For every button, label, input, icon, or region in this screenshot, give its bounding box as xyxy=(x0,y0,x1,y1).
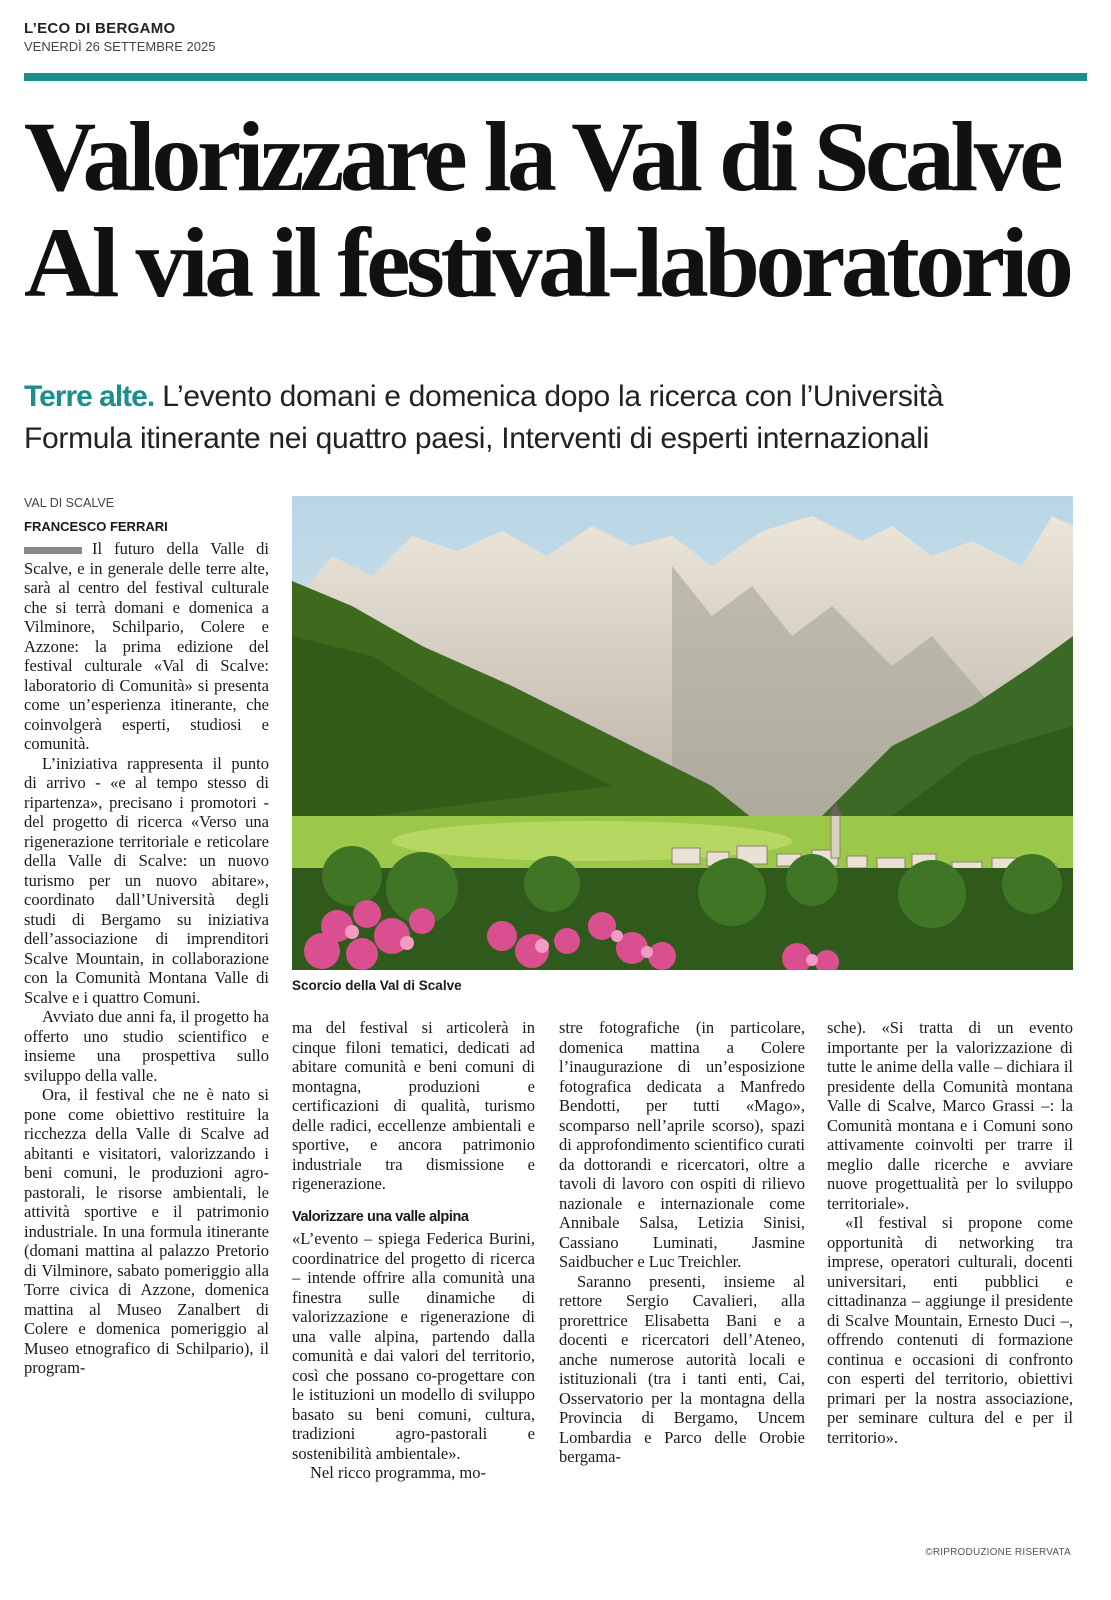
paragraph-4: Ora, il festival che ne è nato si pone come obiettivo restituire la ricchezza della Valle di Scalve ad abitanti e visitatori, valorizzando i beni comuni, le produzioni agro-pastorali, le risorse ambientali, le attività sportive e il patrimonio industriale. In una formula itinerante (domani mattina al palazzo Pretorio di Vilminore, sabato pomeriggio alla Torre civica di Azzone, domenica mattina al Museo Zanalbert di Colere e domenica pomeriggio al Museo etnografico di Schilpario), il program- xyxy=(24,1085,269,1377)
paragraph-3: Avviato due anni fa, il progetto ha offerto uno studio scientifico e insieme una prospettiva sullo sviluppo della valle. xyxy=(24,1007,269,1085)
paragraph-8: «Il festival si propone come opportunità di networking tra imprese, operatori culturali, docenti universitari, enti pubblici e cittadinanza – aggiunge il presidente di Scalve Mountain, Ernesto Duci –, offrendo contenuti di formazione continua e occasioni di confronto con esperti del territorio, obiettivi primari per la nostra associazione, per seminare cultura del e per il territorio». xyxy=(827,1213,1073,1447)
paragraph-1: Il futuro della Valle di Scalve, e in generale delle terre alte, sarà al centro del festival culturale che si terrà domani e domenica a Vilminore, Schilpario, Colere e Azzone: la prima edizione del festival culturale «Val di Scalve: laboratorio di Comunità» si presenta come un’esperienza itinerante, che coinvolgerà esperti, studiosi e comunità. xyxy=(24,539,269,753)
article-column-3 xyxy=(559,1018,805,1467)
headline-line-2: Al via il festival-laboratorio xyxy=(24,207,1070,318)
subheadline-line-1: L’evento domani e domenica dopo la ricerca con l’Università xyxy=(154,380,944,413)
article-column-4 xyxy=(827,1018,1073,1447)
author: FRANCESCO FERRARI xyxy=(24,518,168,534)
subheadline-line-2: Formula itinerante nei quattro paesi, Interventi di esperti internazionali xyxy=(24,422,929,455)
paragraph-4-cont: ma del festival si articolerà in cinque filoni tematici, dedicati ad abitare comunità e beni comuni di montagna, produzioni e certificazioni di qualità, turismo delle radici, eccellenze ambientali e sportive, e ancora patrimonio industriale tra dismissione e rigenerazione. xyxy=(292,1018,535,1193)
headline-line-1: Valorizzare la Val di Scalve xyxy=(24,101,1060,212)
valley-photo xyxy=(292,496,1073,970)
newspaper-name: L’ECO DI BERGAMO xyxy=(24,20,176,37)
paragraph-7: Saranno presenti, insieme al rettore Sergio Cavalieri, alla prorettrice Elisabetta Bani e a docenti e ricercatori dell’Ateneo, anche numerose autorità locali e istituzionali (tra i tanti enti, Cai, Osservatorio per la montagna della Provincia di Bergamo, Uncem Lombardia e Parco delle Orobie bergama- xyxy=(559,1271,805,1466)
copyright-notice: ©RIPRODUZIONE RISERVATA xyxy=(925,1547,1071,1558)
masthead xyxy=(24,20,215,54)
article-column-1 xyxy=(24,494,269,1378)
kicker: Terre alte. xyxy=(24,380,155,413)
photo-caption: Scorcio della Val di Scalve xyxy=(292,978,462,993)
paragraph-6-cont: stre fotografiche (in particolare, domenica mattina a Colere l’inaugurazione di un’esposizione fotografica dedicata a Manfredo Bendotti, per tutti «Mago», scomparso nell’aprile scorso), spazi di approfondimento scientifico curati da dottorandi e ricercatori, oltre a tavoli di lavoro con ospiti di rilievo nazionale e internazionale come Annibale Salsa, Letizia Sinisi, Cassiano Luminati, Jasmine Saidbucher e Luc Treichler. xyxy=(559,1018,805,1271)
section-heading: Valorizzare una valle alpina xyxy=(292,1208,469,1225)
landscape-image xyxy=(292,496,1073,970)
article-column-2 xyxy=(292,1018,535,1483)
issue-date: VENERDÌ 26 SETTEMBRE 2025 xyxy=(24,39,216,54)
dateline-location: VAL DI SCALVE xyxy=(24,496,115,510)
subheadline xyxy=(24,376,1094,460)
paragraph-2: L’iniziativa rappresenta il punto di arrivo - «e al tempo stesso di ripartenza», precisano i promotori - del progetto di ricerca «Verso una rigenerazione territoriale e reticolare della Valle di Scalve: un nuovo turismo per un nuovo abitare», coordinato dall’Università degli studi di Bergamo su iniziativa dell’associazione di imprenditori Scalve Mountain, in collaborazione con la Comunità Montana Valle di Scalve e i quattro Comuni. xyxy=(24,753,269,1007)
lead-bar-icon xyxy=(24,547,82,554)
headline xyxy=(24,101,1094,318)
header-rule xyxy=(24,73,1087,81)
paragraph-7-cont: sche). «Si tratta di un evento importante per la valorizzazione di tutte le anime della valle – dichiara il presidente della Comunità montana Valle di Scalve, Marco Grassi –: la Comunità montana e i Comuni sono attivamente coinvolti per trarre il meglio dalle ricerche e avviare nuove progettualità per lo sviluppo territoriale». xyxy=(827,1018,1073,1213)
paragraph-6: Nel ricco programma, mo- xyxy=(310,1463,486,1482)
paragraph-5: «L’evento – spiega Federica Burini, coordinatrice del progetto di ricerca – intende offrire alla comunità una finestra sulle dinamiche di valorizzazione e rigenerazione di una valle alpina, partendo dalla comunità e dai valori del territorio, così che possano co-progettare con le istituzioni un modello di sviluppo basato su beni comuni, cultura, tradizioni agro-pastorali e sostenibilità ambientale». xyxy=(292,1229,535,1463)
